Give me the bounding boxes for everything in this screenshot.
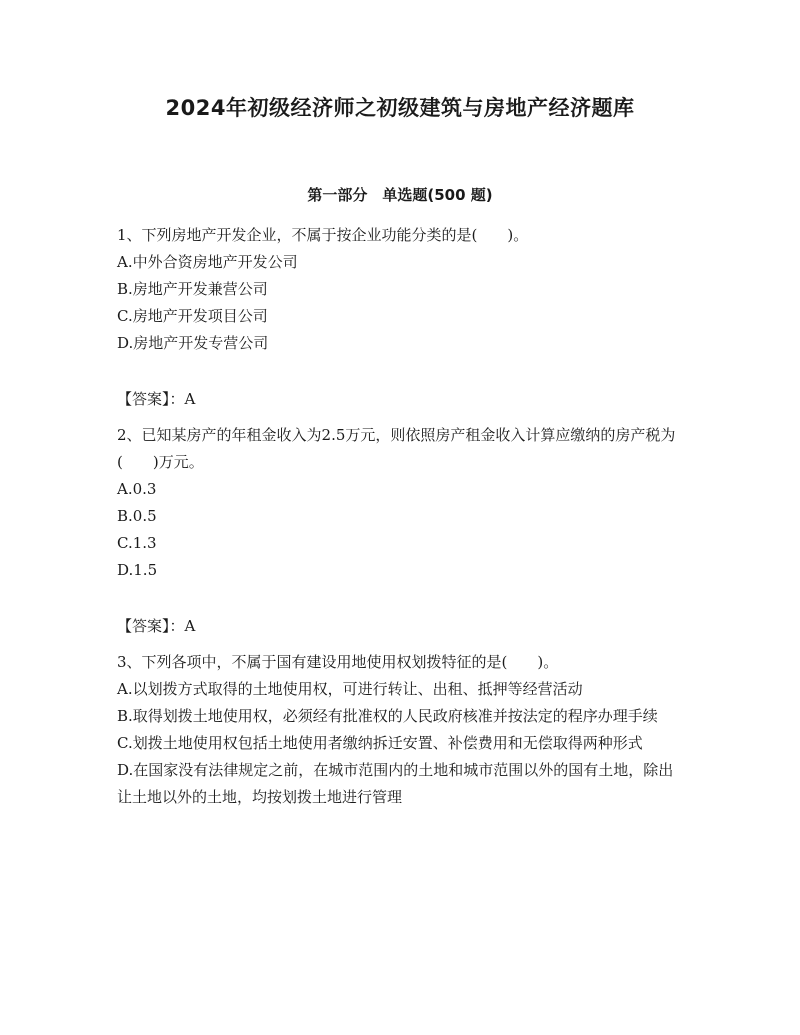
question-1 [117, 222, 682, 413]
question-stem: 3、下列各项中，不属于国有建设用地使用权划拨特征的是( )。 [117, 653, 559, 671]
question-stem: 2、已知某房产的年租金收入为2.5万元，则依照房产租金收入计算应缴纳的房产税为( )万元。 [117, 426, 676, 471]
option-b: B.取得划拨土地使用权，必须经有批准权的人民政府核准并按法定的程序办理手续 [117, 707, 658, 725]
question-stem: 1、下列房地产开发企业，不属于按企业功能分类的是( )。 [117, 226, 529, 244]
section-title: 第一部分 单选题(500 题) [307, 186, 493, 204]
option-a: A.0.3 [117, 480, 157, 498]
question-list [117, 222, 682, 811]
answer-label: 【答案】：A [117, 617, 196, 635]
option-b: B.0.5 [117, 507, 157, 525]
question-2 [117, 422, 682, 640]
option-b: B.房地产开发兼营公司 [117, 280, 268, 298]
option-d: D.房地产开发专营公司 [117, 334, 269, 352]
option-d: D.1.5 [117, 561, 158, 579]
document-title: 2024年初级经济师之初级建筑与房地产经济题库 [165, 96, 635, 120]
question-3 [117, 649, 682, 811]
option-d: D.在国家没有法律规定之前，在城市范围内的土地和城市范围以外的国有土地，除出让土地以外的土地，均按划拨土地进行管理 [117, 761, 674, 806]
option-a: A.中外合资房地产开发公司 [117, 253, 298, 271]
answer-label: 【答案】：A [117, 390, 196, 408]
option-c: C.房地产开发项目公司 [117, 307, 268, 325]
option-a: A.以划拨方式取得的土地使用权，可进行转让、出租、抵押等经营活动 [117, 680, 583, 698]
option-c: C.划拨土地使用权包括土地使用者缴纳拆迁安置、补偿费用和无偿取得两种形式 [117, 734, 643, 752]
option-c: C.1.3 [117, 534, 157, 552]
